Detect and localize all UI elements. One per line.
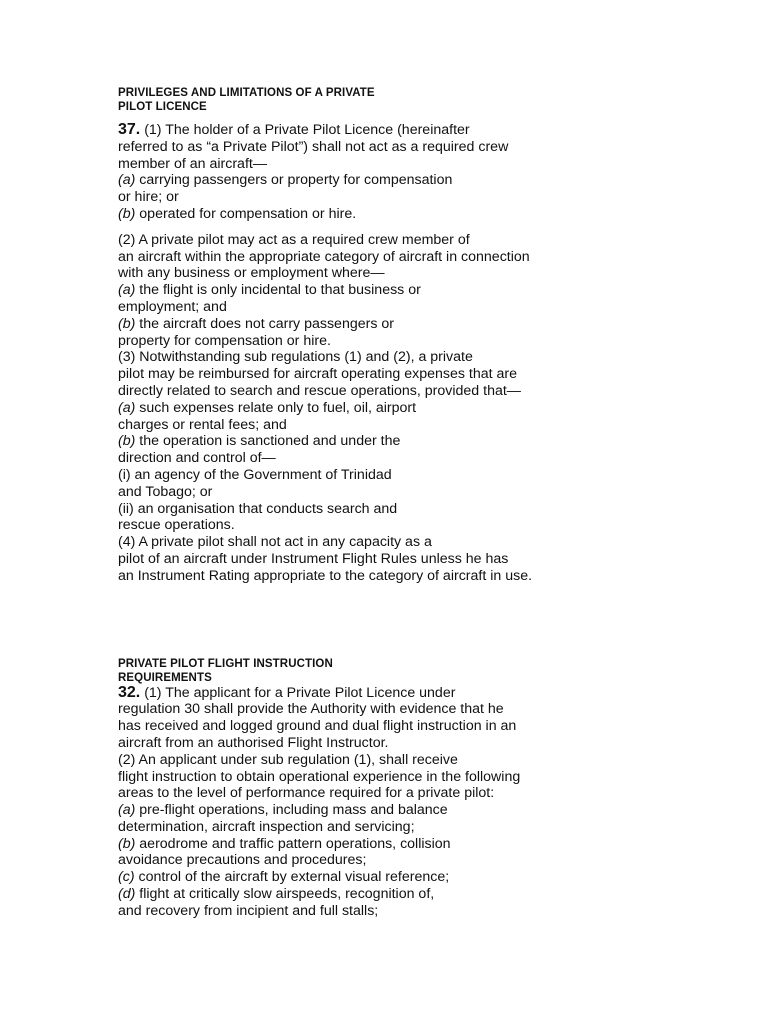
line-text: directly related to search and rescue operations, provided that— — [118, 382, 521, 399]
text-line — [118, 417, 738, 434]
line-text: an aircraft within the appropriate category of aircraft in connection — [118, 248, 530, 265]
text-line — [118, 282, 738, 299]
line-text: aerodrome and traffic pattern operations, collision — [135, 835, 451, 852]
line-text: (4) A private pilot shall not act in any capacity as a — [118, 534, 432, 551]
text-line — [118, 701, 738, 718]
text-line — [118, 802, 738, 819]
text-line — [118, 467, 738, 484]
line-text: determination, aircraft inspection and servicing; — [118, 818, 415, 835]
line-text: areas to the level of performance required for a private pilot: — [118, 785, 495, 802]
text-line — [118, 333, 738, 350]
text-line — [118, 206, 738, 223]
text-line — [118, 718, 738, 735]
text-line — [118, 265, 738, 282]
line-text: (2) An applicant under sub regulation (1), shall receive — [118, 751, 458, 768]
text-line — [118, 316, 738, 333]
line-text: (2) A private pilot may act as a required crew member of — [118, 231, 470, 248]
text-line — [118, 172, 738, 189]
text-line — [118, 189, 738, 206]
text-line — [118, 400, 738, 417]
text-line — [118, 568, 738, 585]
text-line — [118, 819, 738, 836]
text-line — [118, 785, 738, 802]
line-text: or hire; or — [118, 189, 179, 206]
text-line — [118, 122, 738, 139]
line-text: the flight is only incidental to that business or — [135, 282, 421, 299]
line-text: regulation 30 shall provide the Authority with evidence that he — [118, 701, 504, 718]
heading-line: PRIVATE PILOT FLIGHT INSTRUCTION — [118, 657, 333, 670]
text-line — [118, 869, 738, 886]
section-heading-privileges — [118, 86, 738, 114]
text-line — [118, 299, 738, 316]
clause-label: (b) — [118, 315, 136, 332]
line-text: and recovery from incipient and full stalls; — [118, 902, 379, 919]
regulation-32-body — [118, 685, 738, 920]
line-text: direction and control of— — [118, 450, 276, 467]
text-line — [118, 349, 738, 366]
text-line — [118, 383, 738, 400]
text-line — [118, 517, 738, 534]
text-line — [118, 249, 738, 266]
clause-label: (a) — [118, 172, 136, 189]
text-line — [118, 534, 738, 551]
line-text: pre-flight operations, including mass and balance — [135, 802, 448, 819]
text-line — [118, 735, 738, 752]
text-line — [118, 156, 738, 173]
text-line — [118, 886, 738, 903]
regulation-number: 37. — [118, 121, 141, 138]
heading-line: REQUIREMENTS — [118, 671, 212, 684]
text-line — [118, 752, 738, 769]
line-text: property for compensation or hire. — [118, 332, 331, 349]
line-text: operated for compensation or hire. — [135, 205, 357, 222]
text-line — [118, 769, 738, 786]
section-heading-flight-instruction — [118, 657, 738, 685]
regulation-number: 32. — [118, 683, 141, 701]
clause-label: (a) — [118, 399, 136, 416]
text-line — [118, 903, 738, 920]
line-text: charges or rental fees; and — [118, 416, 287, 433]
text-line — [118, 501, 738, 518]
line-text: flight at critically slow airspeeds, recognition of, — [135, 886, 435, 903]
line-text: referred to as “a Private Pilot”) shall not act as a required crew — [118, 138, 509, 155]
line-text: aircraft from an authorised Flight Instructor. — [118, 734, 389, 751]
heading-line: PILOT LICENCE — [118, 101, 207, 113]
text-line — [118, 139, 738, 156]
line-text: member of an aircraft— — [118, 155, 268, 172]
heading-line: PRIVILEGES AND LIMITATIONS OF A PRIVATE — [118, 87, 375, 99]
text-line — [118, 366, 738, 383]
clause-label: (b) — [118, 835, 136, 852]
regulation-37-paragraphs-2-4 — [118, 232, 738, 585]
clause-label: (a) — [118, 802, 136, 819]
line-text: with any business or employment where— — [118, 265, 385, 282]
clause-label: (d) — [118, 886, 136, 903]
line-text: such expenses relate only to fuel, oil, airport — [135, 399, 417, 416]
text-line — [118, 484, 738, 501]
text-line — [118, 232, 738, 249]
line-text: and Tobago; or — [118, 483, 213, 500]
line-text: an Instrument Rating appropriate to the category of aircraft in use. — [118, 567, 533, 584]
clause-label: (c) — [118, 869, 135, 886]
line-text: the aircraft does not carry passengers or — [135, 315, 394, 332]
clause-label: (b) — [118, 433, 136, 450]
text-line — [118, 836, 738, 853]
line-text: avoidance precautions and procedures; — [118, 852, 367, 869]
line-text: pilot of an aircraft under Instrument Flight Rules unless he has — [118, 550, 509, 567]
line-text: (i) an agency of the Government of Trinidad — [118, 466, 392, 483]
regulation-37-paragraph-1 — [118, 122, 738, 223]
line-text: (1) The applicant for a Private Pilot Licence under — [140, 684, 456, 701]
line-text: rescue operations. — [118, 517, 235, 534]
line-text: the operation is sanctioned and under the — [135, 433, 401, 450]
line-text: (3) Notwithstanding sub regulations (1) and (2), a private — [118, 349, 473, 366]
line-text: (ii) an organisation that conducts search and — [118, 500, 398, 517]
line-text: pilot may be reimbursed for aircraft operating expenses that are — [118, 366, 518, 383]
clause-label: (b) — [118, 205, 136, 222]
text-line — [118, 852, 738, 869]
text-line — [118, 551, 738, 568]
line-text: employment; and — [118, 298, 227, 315]
clause-label: (a) — [118, 282, 136, 299]
line-text: has received and logged ground and dual flight instruction in an — [118, 718, 517, 735]
line-text: flight instruction to obtain operational experience in the following — [118, 768, 521, 785]
line-text: control of the aircraft by external visual reference; — [134, 869, 450, 886]
document-page — [118, 86, 738, 920]
line-text: carrying passengers or property for compensation — [135, 172, 453, 189]
line-text: (1) The holder of a Private Pilot Licence (hereinafter — [140, 122, 470, 138]
text-line — [118, 433, 738, 450]
text-line — [118, 450, 738, 467]
text-line — [118, 685, 738, 702]
